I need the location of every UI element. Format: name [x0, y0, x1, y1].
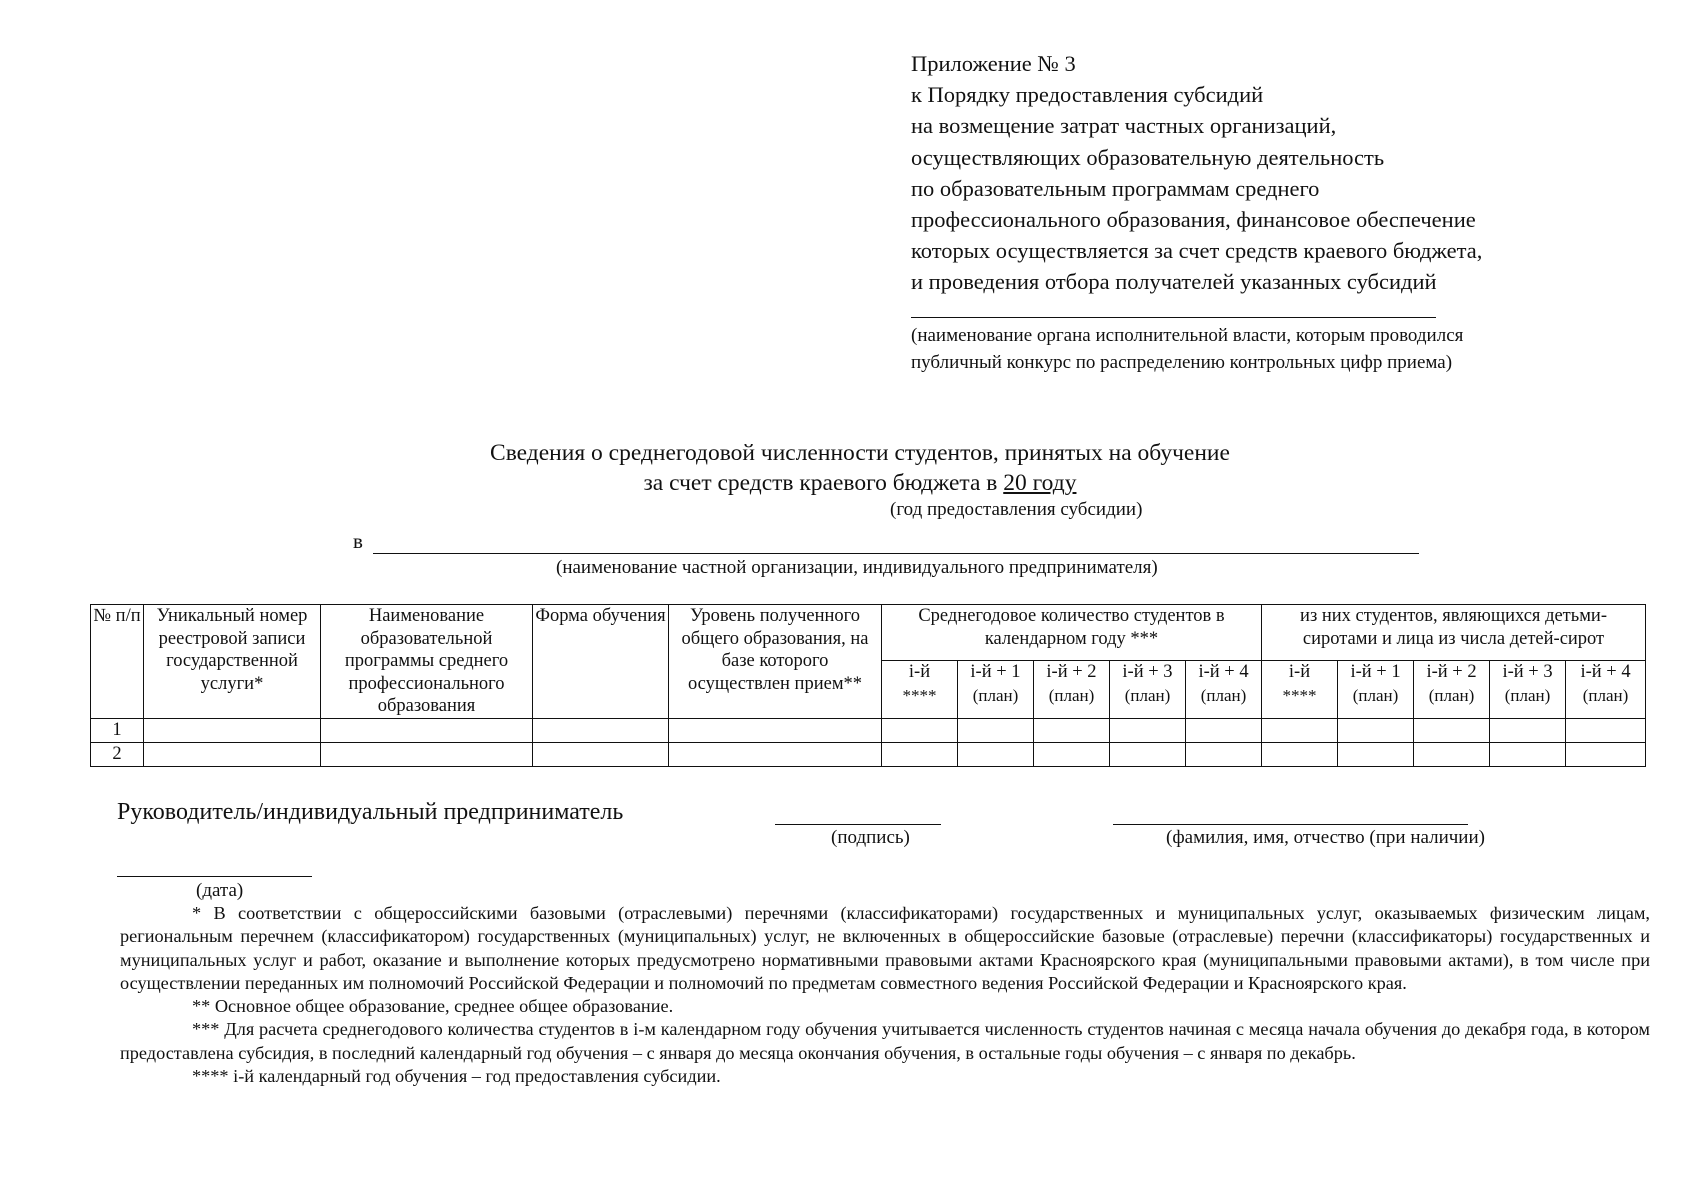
table-cell[interactable]	[958, 742, 1034, 766]
year-note: (план)	[1428, 685, 1475, 705]
table-cell[interactable]	[1110, 718, 1186, 742]
header-orphan-year-i4	[1566, 660, 1646, 718]
header-orphan-year-i1	[1338, 660, 1414, 718]
header-orphan-year-i	[1262, 660, 1338, 718]
table-cell[interactable]	[1338, 718, 1414, 742]
appendix-line: к Порядку предоставления субсидий	[911, 82, 1264, 108]
footnote-2: ** Основное общее образование, среднее общее образование.	[192, 996, 674, 1017]
year-note: ****	[1282, 685, 1317, 705]
header-year-i3	[1110, 660, 1186, 718]
table-cell[interactable]	[1490, 742, 1566, 766]
document-title-line2	[8, 468, 1704, 498]
header-orphan-year-i3	[1490, 660, 1566, 718]
year-label: i-й + 4	[1580, 661, 1631, 682]
appendix-line: и проведения отбора получателей указанных субсидий	[911, 269, 1437, 295]
footnote-4: **** i-й календарный год обучения – год предоставления субсидии.	[192, 1066, 721, 1087]
header-program: Наименование образовательной программы среднего профессионального образования	[321, 605, 533, 719]
organ-name-blank-line[interactable]	[911, 317, 1436, 318]
year-label: i-й	[1288, 661, 1311, 682]
header-year-i2	[1034, 660, 1110, 718]
year-label: i-й + 2	[1046, 661, 1097, 682]
year-note: (план)	[1582, 685, 1629, 705]
appendix-line: по образовательным программам среднего	[911, 175, 1320, 201]
appendix-line: профессионального образования, финансовое обеспечение	[911, 207, 1476, 233]
year-label: i-й + 1	[1350, 661, 1401, 682]
year-note: (план)	[1504, 685, 1551, 705]
footnote-1: * В соответствии с общероссийскими базовыми (отраслевыми) перечнями (классификаторами) государственных и муниципальных услуг, оказываемых физическим лицам, региональным перечнем (классификатором) государственных (муниципальных) услуг, не включенных в общероссийские базовые (отраслевые) перечни (классификаторы) государственных и муниципальных услуг и работ, оказание и выполнение которых предусмотрено нормативными правовыми актами Красноярского края (муниципальными правовыми актами), в том числе при осуществлении переданных им полномочий Российской Федерации и полномочий по предметам совместного ведения Российской Федерации и Красноярского края.	[120, 903, 1650, 993]
year-note: (план)	[972, 685, 1019, 705]
header-year-i	[882, 660, 958, 718]
table-cell[interactable]	[1262, 718, 1338, 742]
table-cell[interactable]	[1490, 718, 1566, 742]
table-cell[interactable]	[669, 718, 882, 742]
appendix-line: на возмещение затрат частных организаций,	[911, 113, 1337, 139]
year-label: i-й + 3	[1502, 661, 1553, 682]
students-table	[90, 604, 1646, 767]
table-row	[91, 742, 1646, 766]
header-registry: Уникальный номер реестровой записи государственной услуги*	[144, 605, 321, 719]
header-orphan-year-i2	[1414, 660, 1490, 718]
table-cell[interactable]	[144, 718, 321, 742]
header-orphans-group: из них студентов, являющихся детьми-сиротами и лица из числа детей-сирот	[1262, 605, 1646, 661]
table-cell[interactable]	[1566, 718, 1646, 742]
header-level: Уровень полученного общего образования, на базе которого осуществлен прием**	[669, 605, 882, 719]
year-label: i-й + 2	[1426, 661, 1477, 682]
head-label: Руководитель/индивидуальный предприниматель	[117, 799, 624, 825]
year-note: (план)	[1200, 685, 1247, 705]
organ-caption-line: (наименование органа исполнительной власти, которым проводился	[911, 325, 1464, 346]
signature-blank-line[interactable]	[775, 824, 941, 825]
organ-name-caption	[911, 322, 1463, 376]
table-cell[interactable]	[533, 718, 669, 742]
appendix-line: осуществляющих образовательную деятельность	[911, 144, 1385, 170]
table-cell[interactable]	[1566, 742, 1646, 766]
year-note: (план)	[1048, 685, 1095, 705]
year-note: (план)	[1352, 685, 1399, 705]
year-label: i-й + 1	[970, 661, 1021, 682]
year-label: i-й + 4	[1198, 661, 1249, 682]
table-cell[interactable]	[321, 718, 533, 742]
table-cell[interactable]	[321, 742, 533, 766]
year-label: i-й + 3	[1122, 661, 1173, 682]
date-blank-line[interactable]	[117, 876, 312, 877]
table-cell[interactable]	[882, 718, 958, 742]
table-cell[interactable]	[1186, 718, 1262, 742]
signature-caption: (подпись)	[831, 827, 910, 848]
row-number: 1	[91, 718, 144, 742]
year-note: ****	[902, 685, 937, 705]
table-cell[interactable]	[1034, 718, 1110, 742]
table-cell[interactable]	[1414, 742, 1490, 766]
header-form: Форма обучения	[533, 605, 669, 719]
table-cell[interactable]	[1338, 742, 1414, 766]
table-cell[interactable]	[533, 742, 669, 766]
table-cell[interactable]	[958, 718, 1034, 742]
fio-caption: (фамилия, имя, отчество (при наличии)	[1166, 827, 1485, 848]
organ-caption-line: публичный конкурс по распределению контрольных цифр приема)	[911, 352, 1453, 373]
table-cell[interactable]	[1262, 742, 1338, 766]
year-label: i-й	[908, 661, 931, 682]
header-avg-group: Среднегодовое количество студентов в календарном году ***	[882, 605, 1262, 661]
table-cell[interactable]	[882, 742, 958, 766]
table-cell[interactable]	[1110, 742, 1186, 766]
table-row	[91, 718, 1646, 742]
appendix-header	[911, 48, 1671, 298]
fio-blank-line[interactable]	[1113, 824, 1468, 825]
table-cell[interactable]	[1186, 742, 1262, 766]
organization-blank-line[interactable]	[373, 553, 1419, 554]
year-caption: (год предоставления субсидии)	[890, 499, 1143, 520]
title-year-field[interactable]: 20 году	[1003, 470, 1077, 496]
appendix-line: Приложение № 3	[911, 51, 1076, 76]
header-year-i4	[1186, 660, 1262, 718]
table-cell[interactable]	[669, 742, 882, 766]
header-year-i1	[958, 660, 1034, 718]
table-cell[interactable]	[1414, 718, 1490, 742]
footnote-3: *** Для расчета среднегодового количества студентов в i-м календарном году обучения учитывается численность студентов начиная с месяца начала обучения до декабря года, в котором предоставлена субсидия, в последний календарный год обучения – с января до месяца окончания обучения, в остальные годы обучения – с января по декабрь.	[120, 1019, 1650, 1063]
table-cell[interactable]	[144, 742, 321, 766]
row-number: 2	[91, 742, 144, 766]
header-num: № п/п	[91, 605, 144, 719]
date-caption: (дата)	[196, 880, 244, 901]
organization-caption: (наименование частной организации, индивидуального предпринимателя)	[556, 557, 1158, 578]
appendix-line: которых осуществляется за счет средств краевого бюджета,	[911, 238, 1483, 264]
document-title-line1: Сведения о среднегодовой численности студентов, принятых на обучение	[490, 440, 1230, 466]
year-note: (план)	[1124, 685, 1171, 705]
organization-prefix: в	[353, 529, 363, 553]
title-prefix: за счет средств краевого бюджета в	[643, 470, 1004, 496]
footnotes	[120, 902, 1650, 1088]
table-cell[interactable]	[1034, 742, 1110, 766]
